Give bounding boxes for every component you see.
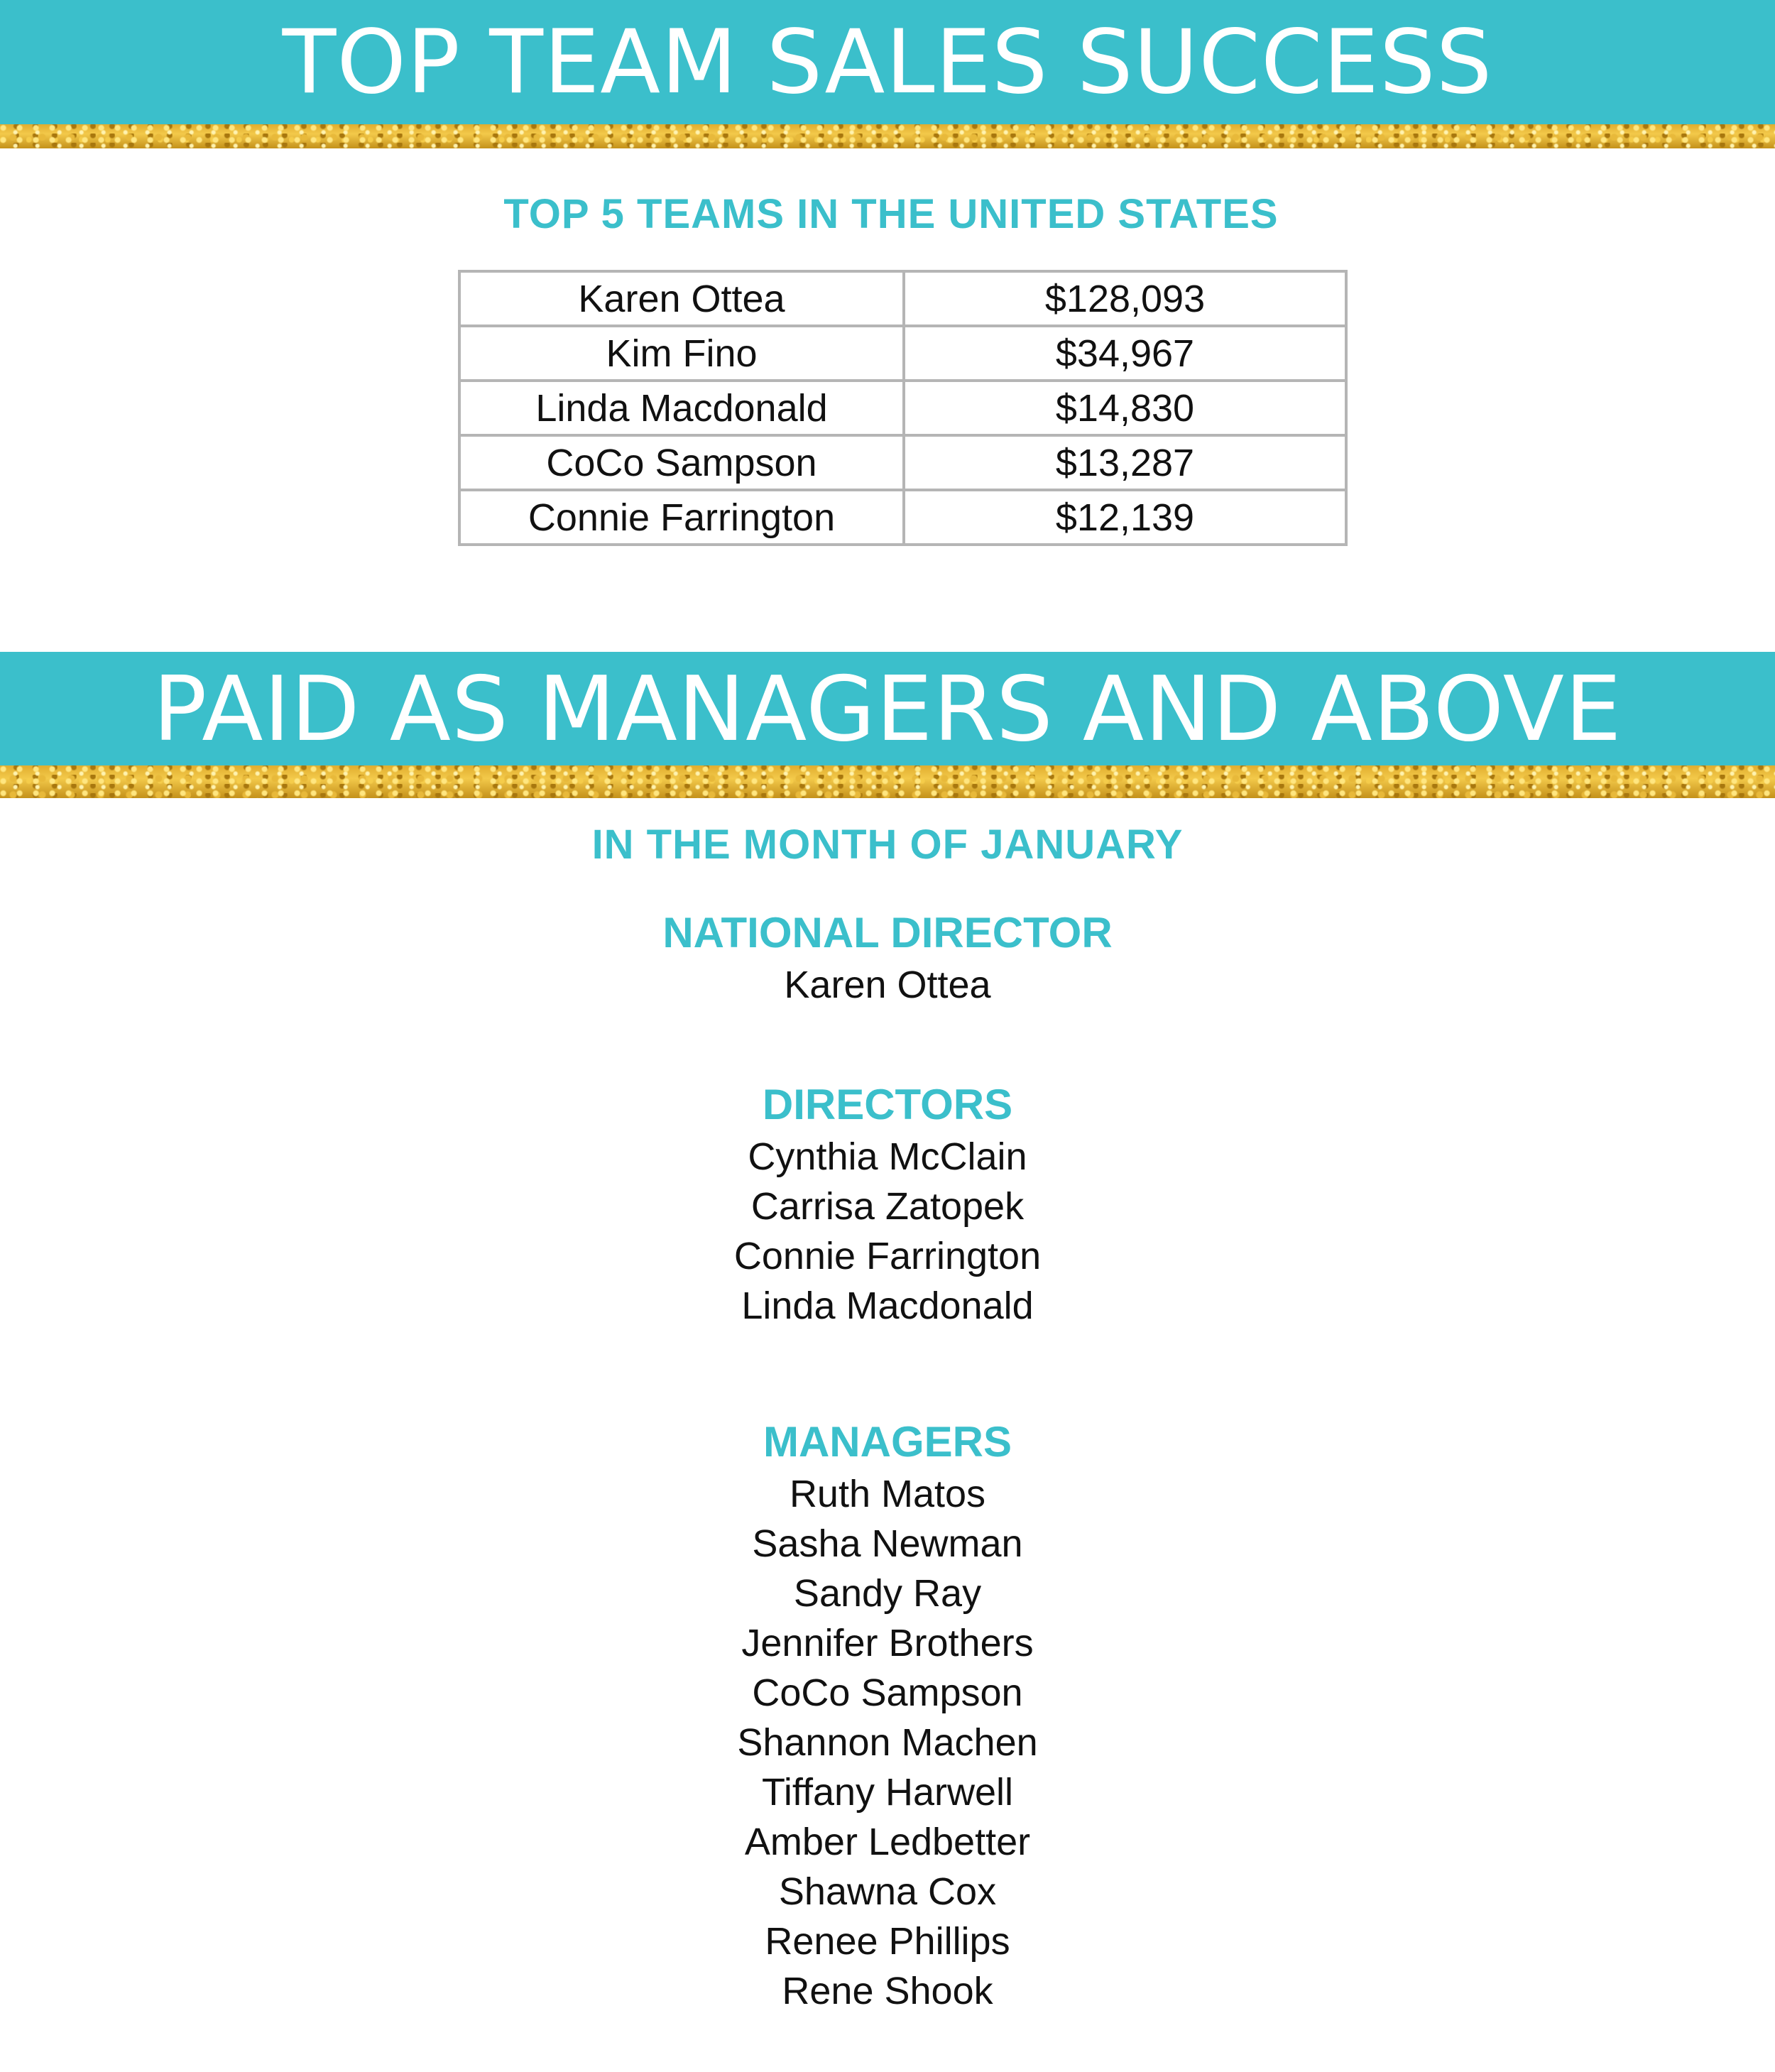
team-name-cell: Linda Macdonald xyxy=(459,381,904,435)
list-item: Renee Phillips xyxy=(765,1920,1010,1963)
list-item: Linda Macdonald xyxy=(741,1285,1034,1327)
directors-list xyxy=(0,1132,1775,1331)
team-amount-cell: $14,830 xyxy=(904,381,1346,435)
list-item: CoCo Sampson xyxy=(752,1672,1023,1714)
gold-glitter-divider xyxy=(0,124,1775,148)
national-director-title: NATIONAL DIRECTOR xyxy=(662,909,1113,956)
list-item: Sasha Newman xyxy=(752,1522,1023,1565)
team-name-cell: Connie Farrington xyxy=(459,490,904,545)
table-row xyxy=(459,381,1346,435)
gold-glitter-divider xyxy=(0,765,1775,798)
national-director-section xyxy=(0,906,1775,1010)
paid-as-managers-banner xyxy=(0,652,1775,765)
top5-teams-table xyxy=(458,270,1348,546)
team-name-cell: Kim Fino xyxy=(459,326,904,381)
team-amount-cell: $13,287 xyxy=(904,435,1346,490)
list-item: Sandy Ray xyxy=(793,1572,982,1615)
list-item: Karen Ottea xyxy=(784,964,991,1006)
team-name-cell: CoCo Sampson xyxy=(459,435,904,490)
list-item: Shannon Machen xyxy=(737,1721,1038,1764)
team-amount-cell: $34,967 xyxy=(904,326,1346,381)
table-row xyxy=(459,326,1346,381)
list-item: Jennifer Brothers xyxy=(741,1622,1034,1664)
list-item: Tiffany Harwell xyxy=(761,1771,1014,1814)
managers-title: MANAGERS xyxy=(763,1418,1012,1466)
table-row xyxy=(459,490,1346,545)
paid-as-managers-title: PAID AS MANAGERS AND ABOVE xyxy=(153,656,1622,761)
list-item: Shawna Cox xyxy=(778,1870,997,1913)
team-amount-cell: $128,093 xyxy=(904,271,1346,326)
managers-section xyxy=(0,1415,1775,2016)
managers-list xyxy=(0,1469,1775,2016)
directors-section xyxy=(0,1078,1775,1331)
team-name-cell: Karen Ottea xyxy=(459,271,904,326)
national-director-list xyxy=(0,960,1775,1010)
list-item: Amber Ledbetter xyxy=(744,1821,1031,1863)
list-item: Rene Shook xyxy=(782,1970,993,2012)
top-team-sales-banner xyxy=(0,0,1775,124)
team-amount-cell: $12,139 xyxy=(904,490,1346,545)
table-row xyxy=(459,271,1346,326)
list-item: Connie Farrington xyxy=(733,1235,1042,1277)
list-item: Carrisa Zatopek xyxy=(750,1185,1025,1228)
top-team-sales-title: TOP TEAM SALES SUCCESS xyxy=(282,11,1493,114)
list-item: Ruth Matos xyxy=(789,1473,986,1515)
directors-title: DIRECTORS xyxy=(762,1081,1013,1128)
list-item: Cynthia McClain xyxy=(748,1135,1027,1178)
month-heading: IN THE MONTH OF JANUARY xyxy=(591,822,1184,868)
table-row xyxy=(459,435,1346,490)
top5-teams-heading: TOP 5 TEAMS IN THE UNITED STATES xyxy=(503,191,1279,237)
